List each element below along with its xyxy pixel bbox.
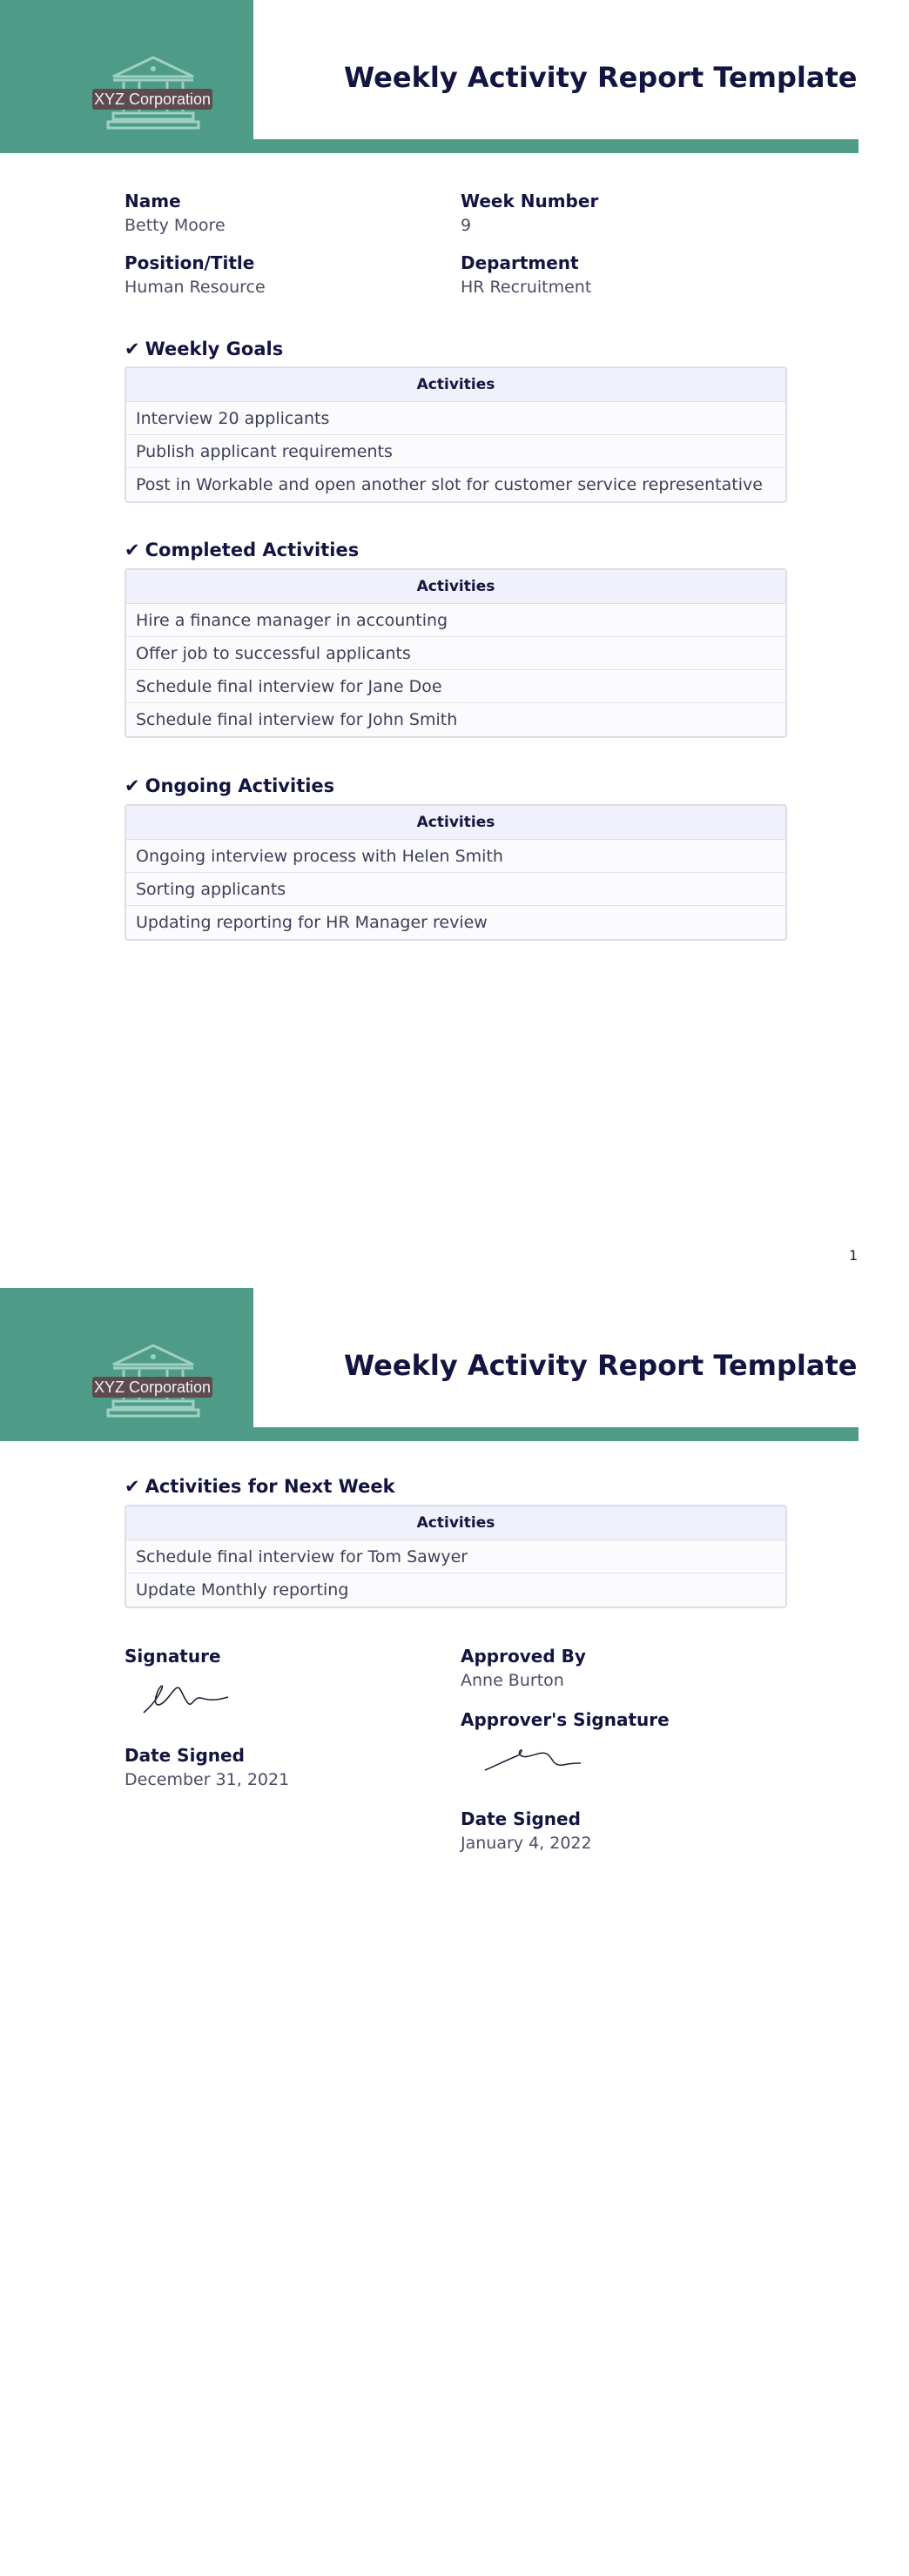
signature-label: Signature (125, 1646, 221, 1667)
approved-by-label: Approved By (461, 1646, 586, 1667)
table-row: Update Monthly reporting (136, 1580, 349, 1600)
weekly-goals-title (125, 339, 283, 359)
header-bar (0, 139, 858, 153)
page-number: 1 (849, 1247, 858, 1264)
table-header: Activities (126, 806, 785, 840)
ongoing-activities-table (125, 804, 787, 941)
ongoing-activities-title-text: Ongoing Activities (145, 775, 335, 796)
page-header (0, 0, 858, 153)
name-label: Name (125, 191, 181, 211)
name-value: Betty Moore (125, 216, 226, 235)
next-week-activities-title-text: Activities for Next Week (145, 1476, 395, 1497)
table-header: Activities (126, 1506, 785, 1540)
table-row: Schedule final interview for Tom Sawyer (126, 1540, 785, 1573)
document-title: Weekly Activity Report Template (344, 1349, 858, 1382)
check-icon: ✔ (125, 339, 140, 359)
weekly-goals-title-text: Weekly Goals (145, 339, 284, 359)
table-row: Sorting applicants (126, 873, 785, 906)
table-row: Offer job to successful applicants (126, 637, 785, 670)
logo-label (92, 89, 212, 110)
position-value: Human Resource (125, 278, 266, 297)
week-number-value: 9 (461, 216, 472, 235)
approver-date-value: January 4, 2022 (461, 1834, 592, 1853)
table-row: Schedule final interview for Jane Doe (126, 670, 785, 703)
approver-signature-image (483, 1744, 583, 1775)
position-label: Position/Title (125, 252, 255, 273)
approver-date-label: Date Signed (461, 1808, 581, 1829)
company-name: XYZ Corporation (93, 1378, 212, 1396)
date-signed-label: Date Signed (125, 1745, 245, 1766)
logo-label (92, 1377, 212, 1398)
page-2 (0, 1288, 909, 2576)
check-icon: ✔ (125, 1476, 140, 1497)
document-title: Weekly Activity Report Template (344, 61, 858, 94)
completed-activities-table (125, 568, 787, 738)
table-row: Ongoing interview process with Helen Smith (126, 840, 785, 873)
department-label: Department (461, 252, 579, 273)
page-header (0, 1288, 858, 1441)
weekly-goals-table (125, 366, 787, 503)
week-number-label: Week Number (461, 191, 599, 211)
table-row: Interview 20 applicants (126, 402, 785, 435)
table-row: Post in Workable and open another slot for customer service representative (136, 475, 763, 494)
approver-signature-label: Approver's Signature (461, 1709, 670, 1730)
next-week-activities-table (125, 1505, 787, 1608)
signature-image (139, 1681, 235, 1716)
completed-activities-title (125, 540, 359, 560)
ongoing-activities-title (125, 775, 334, 796)
check-icon: ✔ (125, 540, 140, 560)
table-row: Updating reporting for HR Manager review (136, 913, 488, 932)
header-bar (0, 1427, 858, 1441)
table-row: Schedule final interview for John Smith (136, 710, 458, 729)
table-header: Activities (126, 368, 785, 402)
completed-activities-title-text: Completed Activities (145, 540, 360, 560)
table-row: Hire a finance manager in accounting (126, 604, 785, 637)
table-header: Activities (126, 570, 785, 604)
date-signed-value: December 31, 2021 (125, 1770, 290, 1789)
department-value: HR Recruitment (461, 278, 592, 297)
check-icon: ✔ (125, 775, 140, 796)
company-name: XYZ Corporation (93, 90, 212, 108)
next-week-activities-title (125, 1476, 395, 1497)
approved-by-value: Anne Burton (461, 1671, 564, 1690)
table-row: Publish applicant requirements (126, 435, 785, 468)
